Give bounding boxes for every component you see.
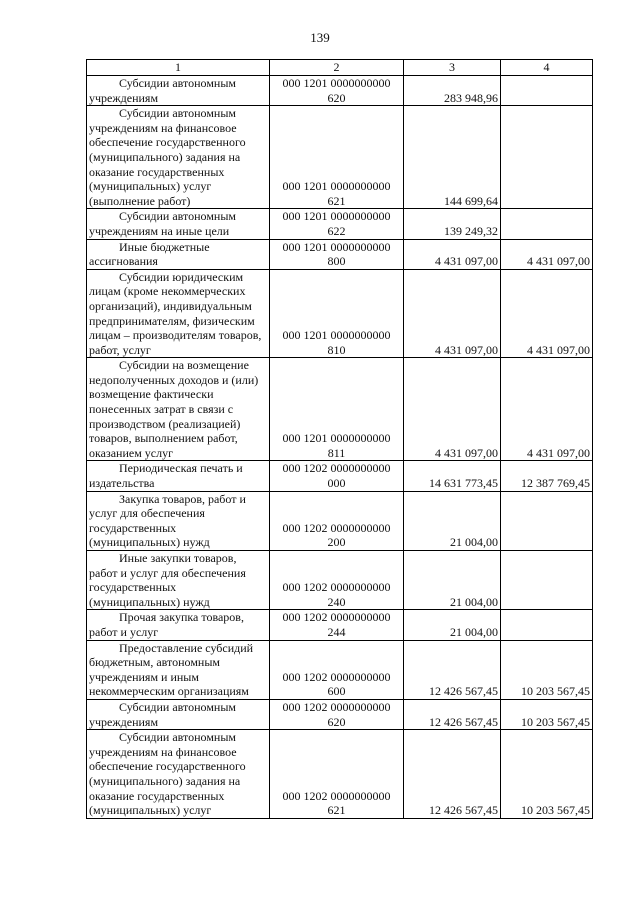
row-amount-col-3: 144 699,64 (404, 106, 501, 209)
row-name-cell (87, 491, 270, 550)
row-name: Субсидии юридическим лицам (кроме некоммерческих организаций), индивидуальным предпринимателям, физическим лицам – производителям товаров, работ, услуг (89, 269, 262, 357)
row-amount-col-4 (501, 610, 593, 640)
row-name: Субсидии автономным учреждениям (89, 699, 236, 729)
table-row (87, 209, 593, 239)
table-row (87, 461, 593, 491)
row-code-prefix: 000 1201 0000000000 (282, 179, 391, 194)
row-code-prefix: 000 1202 0000000000 (282, 520, 391, 535)
row-amount-col-3: 12 426 567,45 (404, 699, 501, 729)
row-name-cell (87, 610, 270, 640)
row-name-cell (87, 239, 270, 269)
row-code-prefix: 000 1202 0000000000 (282, 461, 391, 476)
header-col-3: 3 (404, 60, 501, 76)
row-name-cell (87, 106, 270, 209)
row-amount-col-3: 21 004,00 (404, 551, 501, 610)
row-code-suffix: 800 (327, 254, 346, 269)
row-code-suffix: 622 (327, 223, 346, 238)
row-code-suffix: 621 (327, 193, 346, 208)
row-name-cell (87, 461, 270, 491)
budget-table (86, 59, 593, 819)
row-name: Закупка товаров, работ и услуг для обеспечения государственных (муниципальных) нужд (89, 491, 246, 550)
row-name-cell (87, 209, 270, 239)
table-body (87, 76, 593, 819)
row-amount-col-3: 283 948,96 (404, 76, 501, 106)
row-amount-col-4: 4 431 097,00 (501, 269, 593, 358)
row-code-suffix: 620 (327, 714, 346, 729)
row-name-cell (87, 76, 270, 106)
row-code-prefix: 000 1201 0000000000 (282, 209, 391, 224)
row-code-cell (270, 106, 404, 209)
row-code-prefix: 000 1202 0000000000 (282, 788, 391, 803)
row-code-suffix: 600 (327, 684, 346, 699)
table-row (87, 358, 593, 461)
row-amount-col-3: 21 004,00 (404, 491, 501, 550)
row-amount-col-4 (501, 551, 593, 610)
row-code-cell (270, 269, 404, 358)
row-code-suffix: 811 (327, 445, 346, 460)
row-code-cell (270, 610, 404, 640)
row-name-cell (87, 269, 270, 358)
row-amount-col-4: 4 431 097,00 (501, 358, 593, 461)
row-code-cell (270, 461, 404, 491)
page-number: 139 (310, 30, 330, 45)
row-code-suffix: 000 (327, 476, 346, 491)
row-amount-col-3: 14 631 773,45 (404, 461, 501, 491)
table-row (87, 551, 593, 610)
row-code-prefix: 000 1201 0000000000 (282, 239, 391, 254)
table-row (87, 239, 593, 269)
row-amount-col-3: 12 426 567,45 (404, 640, 501, 699)
row-name: Иные закупки товаров, работ и услуг для обеспечения государственных (муниципальных) нужд (89, 551, 246, 609)
row-amount-col-4 (501, 491, 593, 550)
row-amount-col-3: 4 431 097,00 (404, 239, 501, 269)
row-code-prefix: 000 1202 0000000000 (282, 580, 391, 595)
row-code-prefix: 000 1201 0000000000 (282, 76, 391, 90)
row-amount-col-4: 10 203 567,45 (501, 640, 593, 699)
row-code-prefix: 000 1202 0000000000 (282, 669, 391, 684)
row-name: Предоставление субсидий бюджетным, автономным учреждениям и иным некоммерческим организациям (89, 640, 254, 699)
row-name: Субсидии на возмещение недополученных доходов и (или) возмещение фактически понесенных затрат в связи с производством (реализацией) товаров, выполнением работ, оказанием услуг (89, 358, 259, 460)
table-row (87, 106, 593, 209)
row-amount-col-4: 12 387 769,45 (501, 461, 593, 491)
row-amount-col-4 (501, 106, 593, 209)
row-code-cell (270, 730, 404, 819)
row-name-cell (87, 699, 270, 729)
row-amount-col-3: 139 249,32 (404, 209, 501, 239)
row-code-cell (270, 239, 404, 269)
row-amount-col-4: 10 203 567,45 (501, 699, 593, 729)
table-header-row (87, 60, 593, 76)
row-amount-col-4 (501, 76, 593, 106)
row-name: Иные бюджетные ассигнования (89, 239, 210, 269)
header-col-1: 1 (87, 60, 270, 76)
table-row (87, 640, 593, 699)
row-amount-col-4: 10 203 567,45 (501, 730, 593, 819)
row-code-cell (270, 358, 404, 461)
row-code-cell (270, 76, 404, 106)
row-name-cell (87, 640, 270, 699)
row-code-suffix: 810 (327, 342, 346, 357)
table-row (87, 699, 593, 729)
table-row (87, 269, 593, 358)
header-col-2: 2 (270, 60, 404, 76)
row-code-prefix: 000 1201 0000000000 (282, 431, 391, 446)
row-amount-col-4: 4 431 097,00 (501, 239, 593, 269)
row-code-cell (270, 640, 404, 699)
table-row (87, 491, 593, 550)
row-code-cell (270, 209, 404, 239)
row-name: Субсидии автономным учреждениям на иные цели (89, 209, 236, 238)
row-code-prefix: 000 1201 0000000000 (282, 328, 391, 343)
row-amount-col-3: 12 426 567,45 (404, 730, 501, 819)
row-code-prefix: 000 1202 0000000000 (282, 610, 391, 625)
row-code-suffix: 621 (327, 803, 346, 818)
row-amount-col-4 (501, 209, 593, 239)
table-row (87, 730, 593, 819)
row-name-cell (87, 551, 270, 610)
header-col-4: 4 (501, 60, 593, 76)
table-row (87, 76, 593, 106)
row-name: Периодическая печать и издательства (89, 461, 243, 491)
row-code-prefix: 000 1202 0000000000 (282, 699, 391, 714)
row-code-cell (270, 551, 404, 610)
row-name-cell (87, 730, 270, 819)
row-code-suffix: 244 (327, 624, 346, 639)
row-name: Субсидии автономным учреждениям на финансовое обеспечение государственного (муниципального) задания на оказание государственных (муниципальных) услуг (выполнение работ) (89, 106, 246, 208)
row-code-cell (270, 491, 404, 550)
table-row (87, 610, 593, 640)
row-name: Прочая закупка товаров, работ и услуг (89, 610, 244, 639)
row-name: Субсидии автономным учреждениям на финансовое обеспечение государственного (муниципального) задания на оказание государственных (муниципальных) услуг (89, 730, 246, 818)
row-amount-col-3: 4 431 097,00 (404, 269, 501, 358)
row-code-suffix: 240 (327, 594, 346, 609)
row-code-cell (270, 699, 404, 729)
row-name-cell (87, 358, 270, 461)
row-code-suffix: 620 (327, 90, 346, 105)
row-amount-col-3: 21 004,00 (404, 610, 501, 640)
row-amount-col-3: 4 431 097,00 (404, 358, 501, 461)
row-code-suffix: 200 (327, 535, 346, 550)
row-name: Субсидии автономным учреждениям (89, 76, 236, 105)
